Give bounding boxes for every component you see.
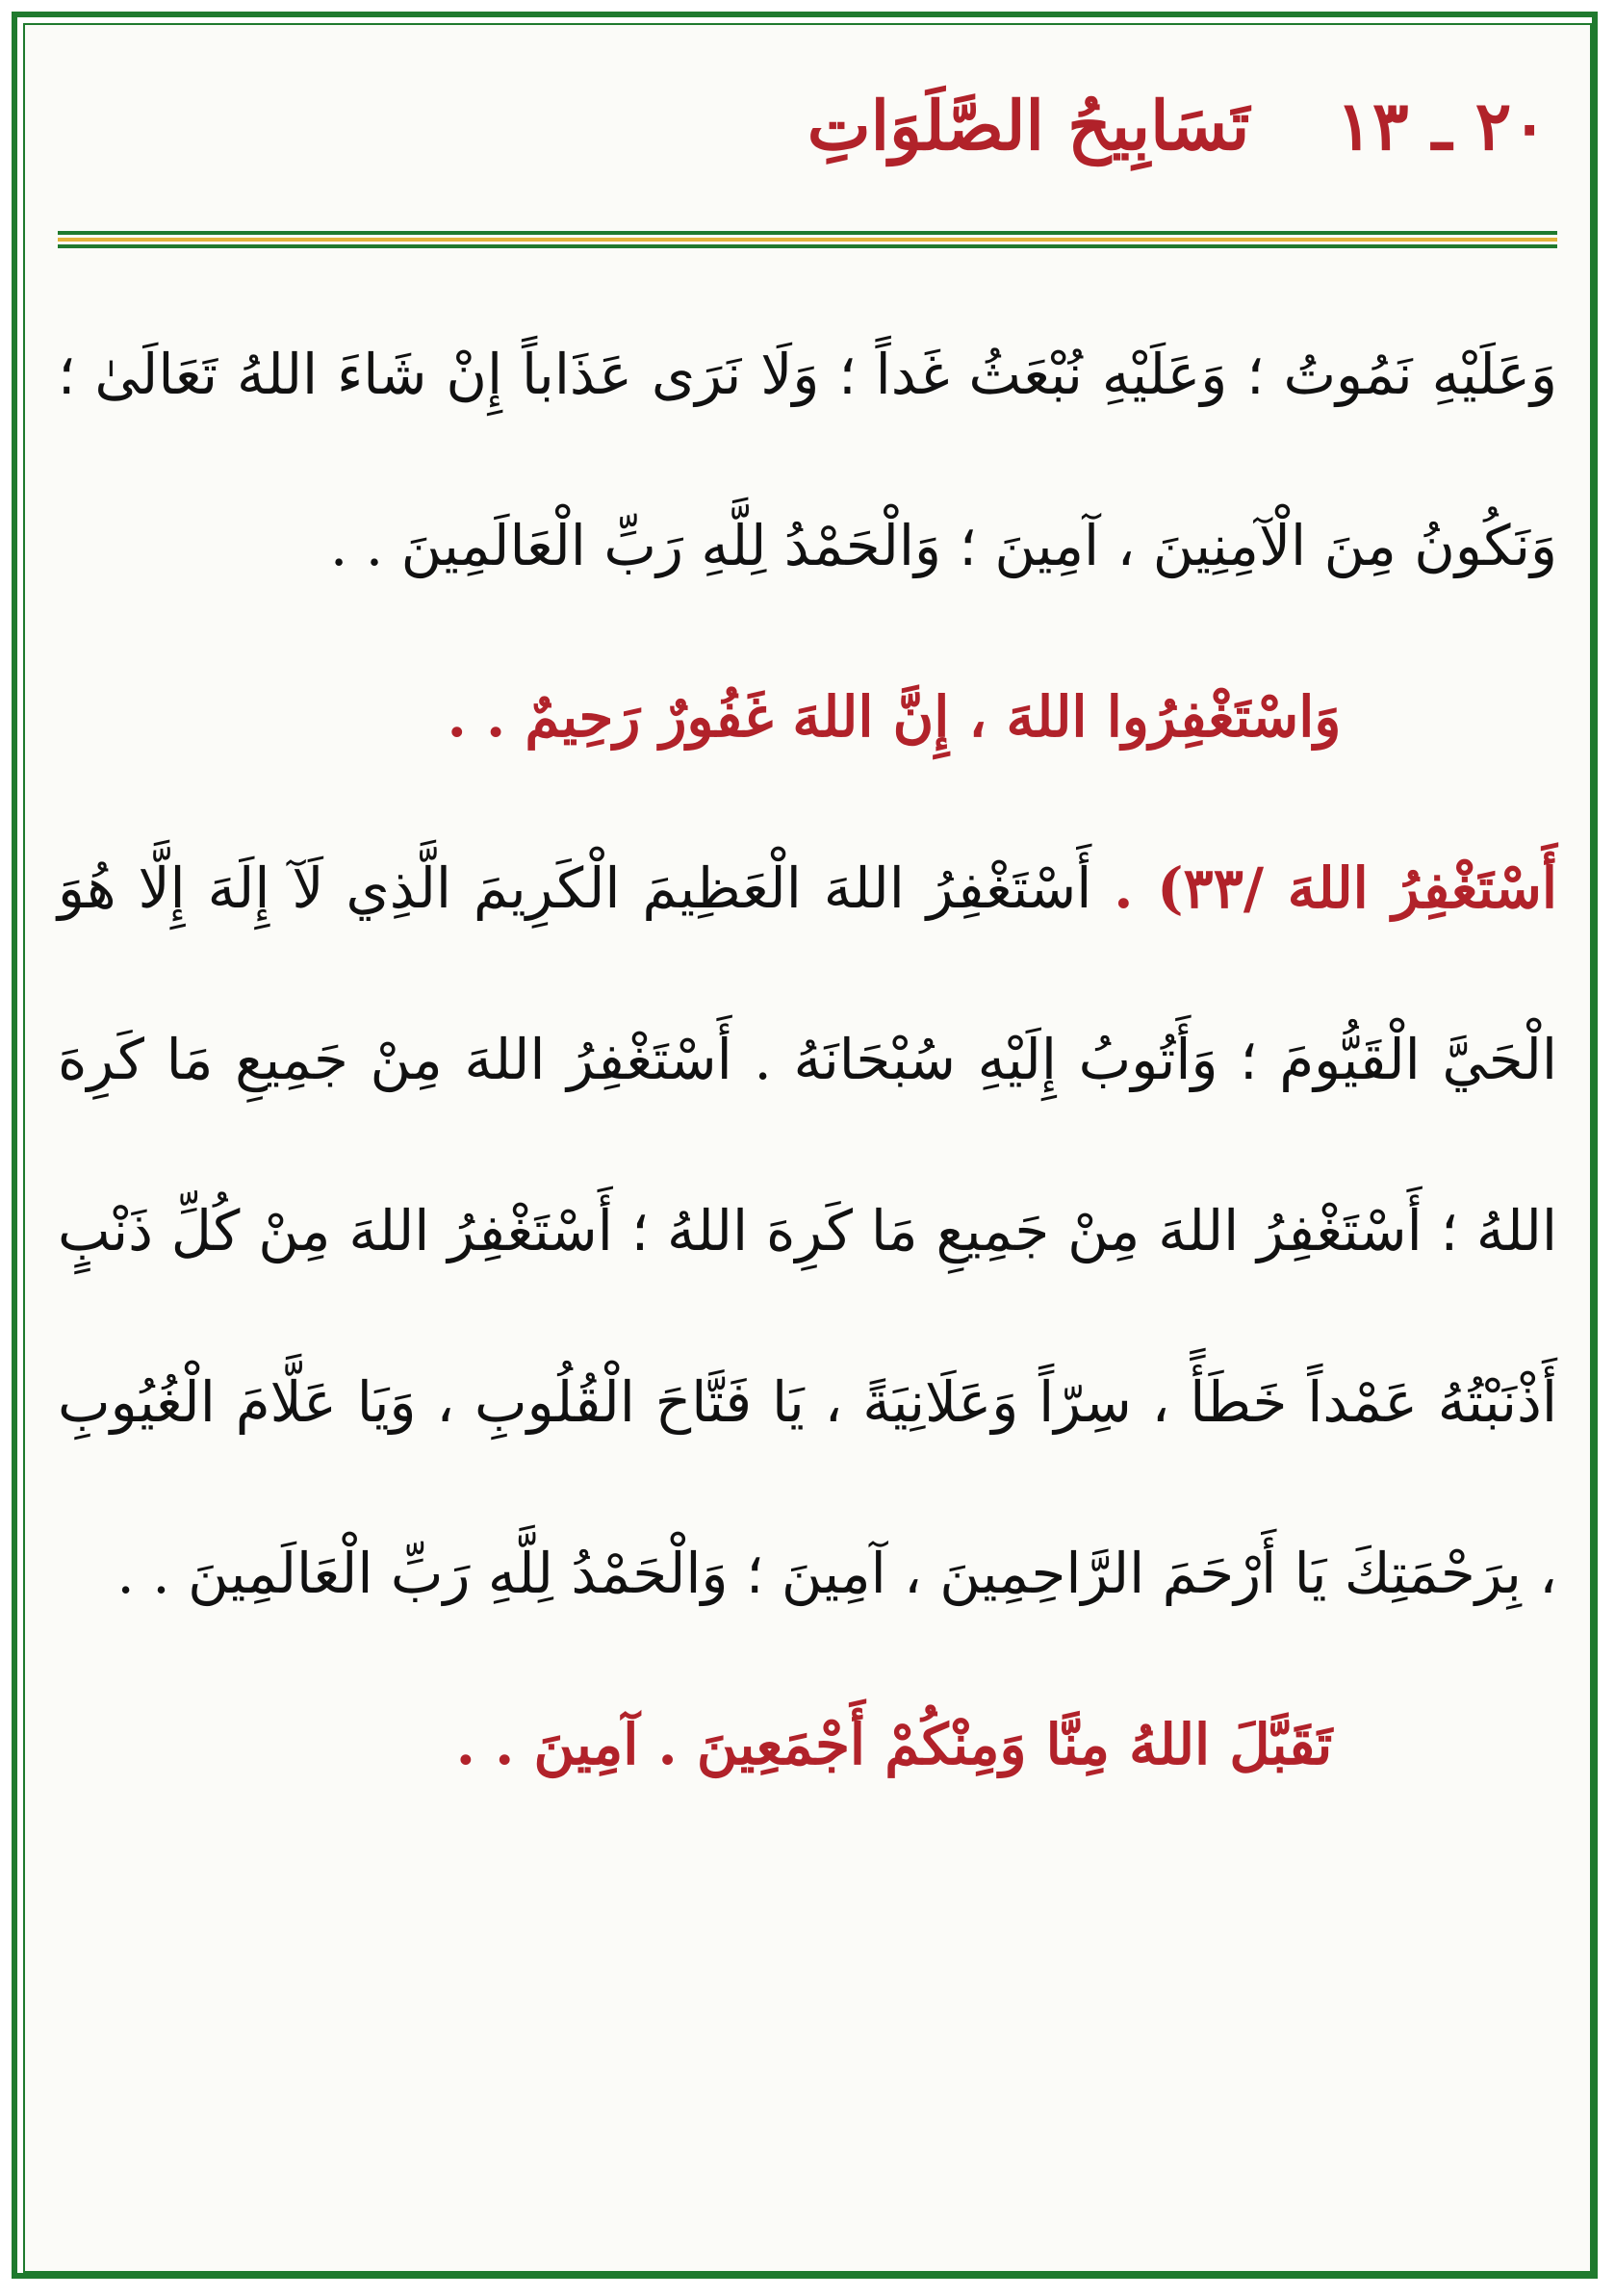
section-number: ٢٠ ـ ١٣ xyxy=(1336,85,1548,166)
paragraph-2-container xyxy=(58,803,1557,1659)
page xyxy=(58,38,1557,2252)
header-divider xyxy=(58,231,1557,248)
red-prefix-istighfar-count: أَسْتَغْفِرُ اللهَ /٣٣) . xyxy=(1114,855,1558,921)
red-line-closing: تَقَبَّلَ اللهُ مِنَّا وَمِنْكُمْ أَجْمَعِينَ . آمِينَ . . xyxy=(455,1712,1333,1777)
section-title: تَسَابِيحُ الصَّلَوَاتِ xyxy=(807,85,1250,166)
red-line-istighfar-verse: وَاسْتَغْفِرُوا اللهَ ، إِنَّ اللهَ غَفُورٌ رَحِيمٌ . . xyxy=(447,684,1342,750)
divider-line-middle xyxy=(58,238,1557,242)
paragraph-1: وَعَلَيْهِ نَمُوتُ ؛ وَعَلَيْهِ نُبْعَثُ غَداً ؛ وَلَا نَرَى عَذَاباً إِنْ شَاءَ اللهُ تَعَالَىٰ ؛ وَنَكُونُ مِنَ الْآمِنِينَ ، آمِينَ ؛ وَالْحَمْدُ لِلَّهِ رَبِّ الْعَالَمِينَ . . xyxy=(58,342,1557,578)
paragraph-2: أَسْتَغْفِرُ اللهَ الْعَظِيمَ الْكَرِيمَ الَّذِي لَآ إِلَهَ إِلَّا هُوَ الْحَيَّ الْقَيُّومَ ؛ وَأَتُوبُ إِلَيْهِ سُبْحَانَهُ . أَسْتَغْفِرُ اللهَ مِنْ جَمِيعِ مَا كَرِهَ اللهُ ؛ أَسْتَغْفِرُ اللهَ مِنْ جَمِيعِ مَا كَرِهَ اللهُ ؛ أَسْتَغْفِرُ اللهَ مِنْ كُلِّ ذَنْبٍ أَذْنَبْتُهُ عَمْداً خَطَأً ، سِرّاً وَعَلَانِيَةً ، يَا فَتَّاحَ الْقُلُوبِ ، وَيَا عَلَّامَ الْغُيُوبِ ، بِرَحْمَتِكَ يَا أَرْحَمَ الرَّاحِمِينَ ، آمِينَ ؛ وَالْحَمْدُ لِلَّهِ رَبِّ الْعَالَمِينَ . . xyxy=(58,855,1557,1606)
divider-line-top xyxy=(58,231,1557,235)
page-body xyxy=(58,289,1557,1830)
divider-line-bottom xyxy=(58,244,1557,248)
page-header xyxy=(58,38,1557,212)
